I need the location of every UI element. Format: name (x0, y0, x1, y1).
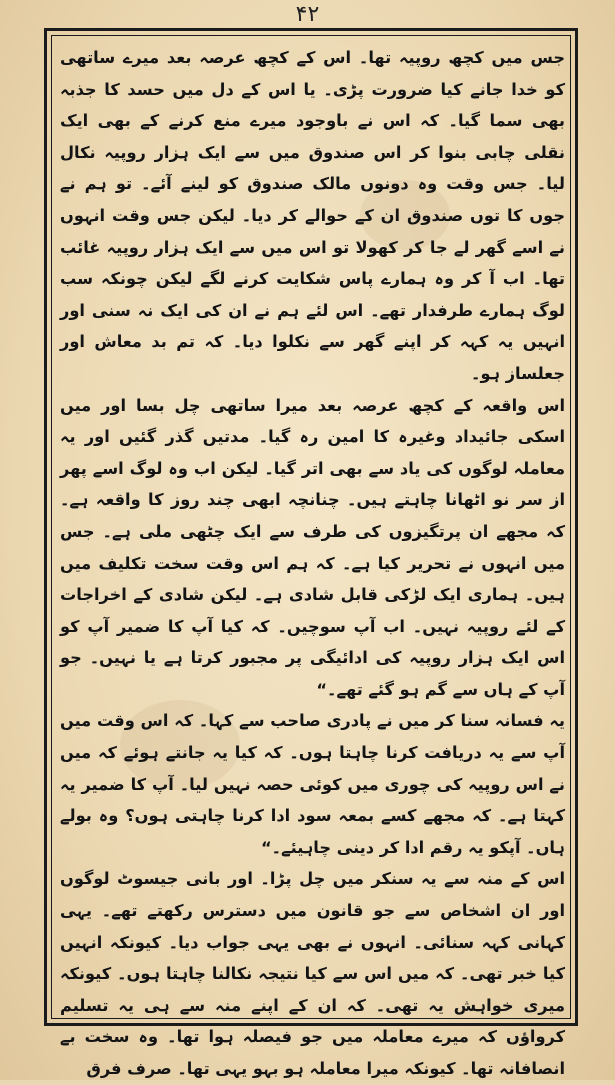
paragraph: اس واقعہ کے کچھ عرصہ بعد میرا ساتھی چل بسا اور میں اسکی جائیداد وغیرہ کا امین رہ گیا۔ مدتیں گذر گئیں اور یہ معاملہ لوگوں کی یاد سے بھی اتر گیا۔ لیکن اب وہ لوگ اسے پھر از سر نو اٹھانا چاہتے ہیں۔ چنانچہ ابھی چند روز کا واقعہ ہے۔ کہ مجھے ان پرتگیزوں کی طرف سے ایک چٹھی ملی ہے۔ جس میں انہوں نے تحریر کیا ہے۔ کہ ہم اس وقت سخت تکلیف میں ہیں۔ ہماری ایک لڑکی قابل شادی ہے۔ لیکن شادی کے اخراجات کے لئے روپیہ نہیں۔ اب آپ سوچیں۔ کہ کیا آپ کا ضمیر آپ کو اس ایک ہزار روپیہ کی ادائیگی پر مجبور کرتا ہے یا نہیں۔ جو آپ کے ہاں سے گم ہو گئے تھے۔“ (60, 395, 565, 699)
body-text (60, 42, 565, 1078)
paragraph: یہ فسانہ سنا کر میں نے پادری صاحب سے کہا۔ کہ اس وقت میں آپ سے یہ دریافت کرنا چاہتا ہوں۔ کہ کیا یہ جانتے ہوئے کہ میں نے اس روپیہ کی چوری میں کوئی حصہ نہیں لیا۔ آپ کا ضمیر یہ کہتا ہے۔ کہ مجھے کسے بمعہ سود ادا کرنا چاہتی ہوں؟ وہ بولے ہاں۔ آپکو یہ رقم ادا کر دینی چاہیئے۔“ (60, 711, 565, 857)
page-number: ۴۲ (295, 2, 320, 27)
paragraph: جس میں کچھ روپیہ تھا۔ اس کے کچھ عرصہ بعد میرے ساتھی کو خدا جانے کیا ضرورت پڑی۔ یا اس کے دل میں حسد کا جذبہ بھی سما گیا۔ کہ اس نے باوجود میرے منع کرنے کے بھی ایک نقلی چابی بنوا کر اس صندوق میں سے ایک ہزار روپیہ نکال لیا۔ جس وقت وہ دونوں مالک صندوق کو لینے آئے۔ تو ہم نے جوں کا توں صندوق ان کے حوالے کر دیا۔ لیکن جس وقت انہوں نے اسے گھر لے جا کر کھولا تو اس میں سے ایک ہزار روپیہ غائب تھا۔ اب آ کر وہ ہمارے پاس شکایت کرنے لگے لیکن چونکہ سب لوگ ہمارے طرفدار تھے۔ اس لئے ہم نے ان کی ایک نہ سنی اور انہیں یہ کہہ کر اپنے گھر سے نکلوا دیا۔ کہ تم بد معاش اور جعلساز ہو۔ (60, 48, 565, 383)
paragraph: اس کے منہ سے یہ سنکر میں چل پڑا۔ اور بانی جیسوٹ لوگوں اور ان اشخاص سے جو قانون میں دسترس رکھتے تھے۔ یہی کہانی کہہ سنائی۔ انہوں نے بھی یہی جواب دیا۔ کیونکہ انہیں کیا خبر تھی۔ کہ میں اس سے کیا نتیجہ نکالنا چاہتا ہوں۔ کیونکہ میری خواہش یہ تھی۔ کہ ان کے اپنے منہ سے ہی یہ تسلیم کرواؤں کہ میرے معاملہ میں جو فیصلہ ہوا تھا۔ وہ سخت بے انصافانہ تھا۔ کیونکہ میرا معاملہ ہو بہو یہی تھا۔ صرف فرق (60, 869, 565, 1078)
